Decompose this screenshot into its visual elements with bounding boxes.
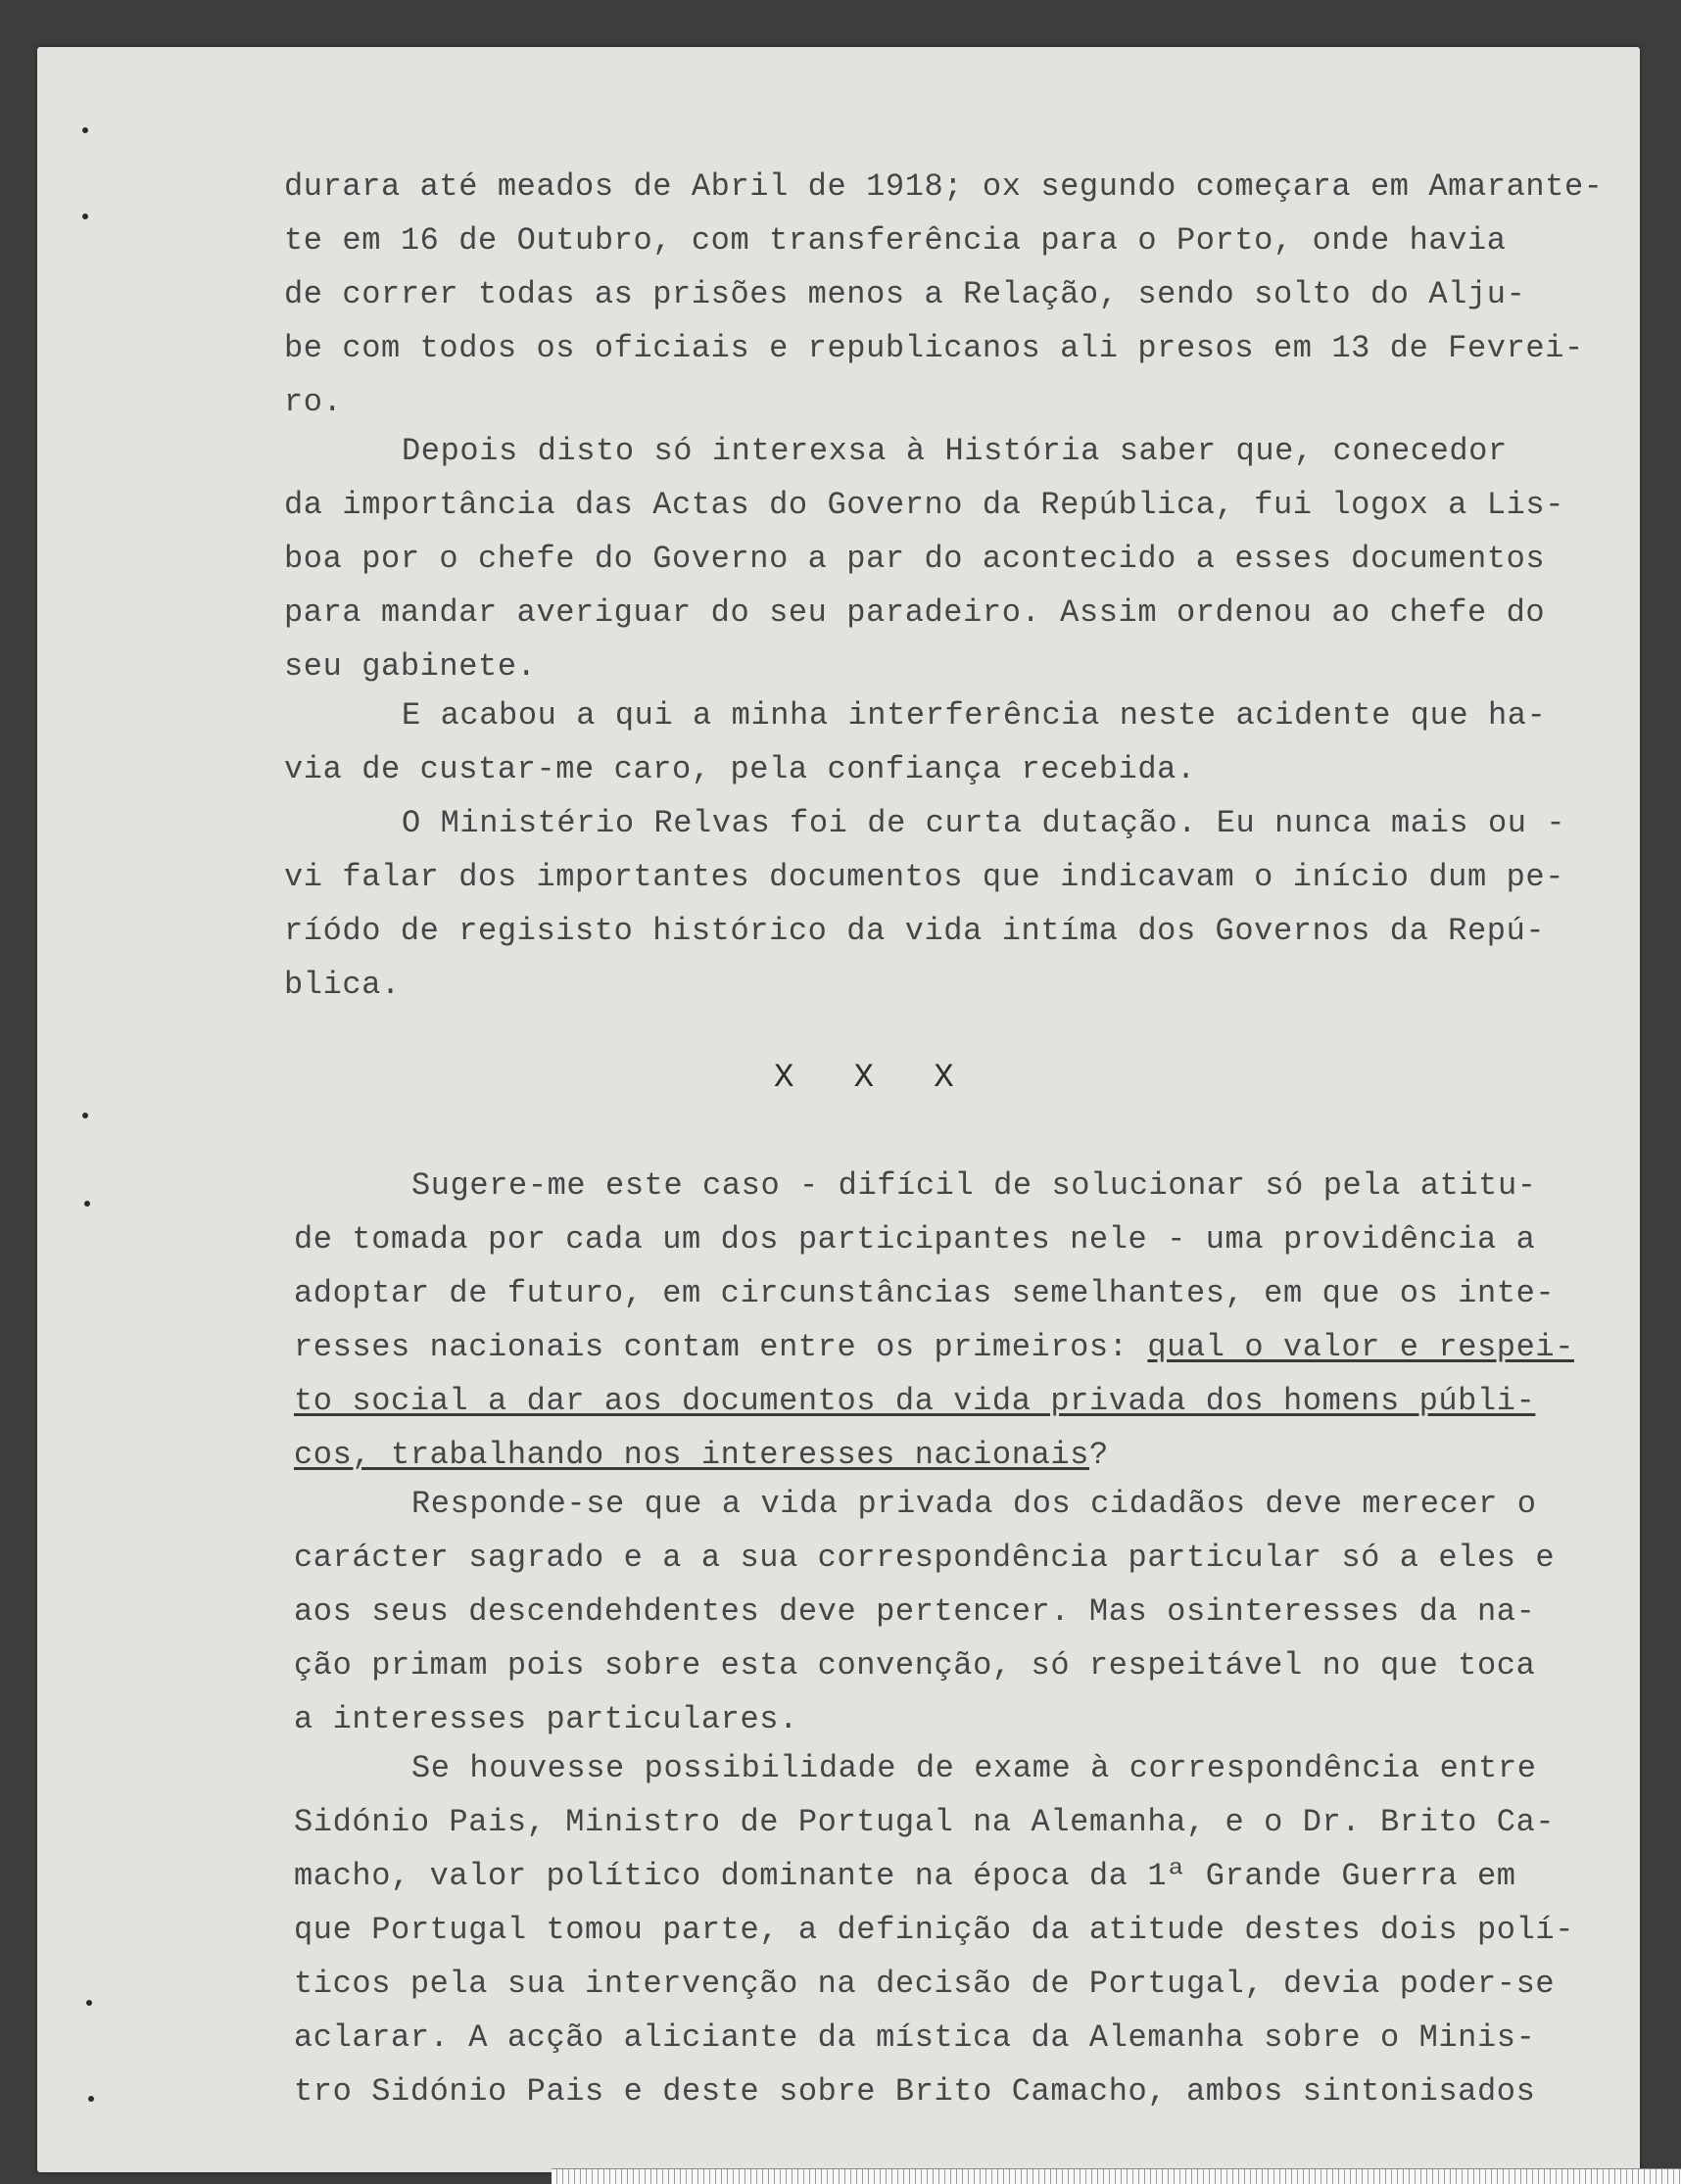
- text-line: macho, valor político dominante na época da 1ª Grande Guerra em: [294, 1858, 1516, 1894]
- text-line: Responde-se que a vida privada dos cidadãos deve merecer o: [411, 1486, 1537, 1522]
- text-line: para mandar averiguar do seu paradeiro. Assim ordenou ao chefe do: [284, 594, 1546, 631]
- text-line: vi falar dos importantes documentos que indicavam o início dum pe-: [284, 859, 1565, 895]
- underlined-text: qual o valor e respei-: [1147, 1329, 1575, 1365]
- text-line: ro.: [284, 384, 343, 420]
- punch-hole-mark: [84, 1201, 90, 1207]
- text-line: [294, 1329, 1574, 1365]
- scale-ruler: [552, 2168, 1681, 2184]
- punch-hole-mark: [82, 214, 88, 219]
- text-line: aclarar. A acção aliciante da mística da Alemanha sobre o Minis-: [294, 2019, 1536, 2056]
- punch-hole-mark: [88, 2096, 94, 2102]
- text-line: ticos pela sua intervenção na decisão de Portugal, devia poder-se: [294, 1966, 1556, 2002]
- text-line: da importância das Actas do Governo da República, fui logox a Lis-: [284, 487, 1565, 523]
- text-line: durara até meados de Abril de 1918; ox segundo começara em Amarante-: [284, 168, 1604, 205]
- text-line: [294, 1437, 1109, 1473]
- text-line: tro Sidónio Pais e deste sobre Brito Camacho, ambos sintonisados: [294, 2073, 1536, 2110]
- question-mark: ?: [1088, 1437, 1109, 1473]
- text-line: E acabou a qui a minha interferência neste acidente que ha-: [402, 697, 1547, 734]
- text-line: aos seus descendehdentes deve pertencer. Mas osinteresses da na-: [294, 1593, 1536, 1630]
- text-line: Depois disto só interexsa à História saber que, conecedor: [402, 433, 1508, 469]
- text-line: Se houvesse possibilidade de exame à correspondência entre: [411, 1750, 1537, 1786]
- text-line: blica.: [284, 967, 401, 1003]
- text-line-plain: resses nacionais contam entre os primeiros:: [294, 1329, 1148, 1365]
- text-line: boa por o chefe do Governo a par do acontecido a esses documentos: [284, 541, 1546, 577]
- text-line: O Ministério Relvas foi de curta dutação. Eu nunca mais ou -: [402, 805, 1566, 841]
- text-line: te em 16 de Outubro, com transferência para o Porto, onde havia: [284, 222, 1507, 259]
- text-line: be com todos os oficiais e republicanos ali presos em 13 de Fevrei-: [284, 330, 1584, 366]
- punch-hole-mark: [82, 1113, 88, 1118]
- text-line: adoptar de futuro, em circunstâncias semelhantes, em que os inte-: [294, 1275, 1556, 1311]
- text-line: de tomada por cada um dos participantes nele - uma providência a: [294, 1221, 1536, 1258]
- text-line: a interesses particulares.: [294, 1701, 798, 1737]
- text-line: de correr todas as prisões menos a Relação, sendo solto do Alju-: [284, 276, 1526, 312]
- text-line: Sidónio Pais, Ministro de Portugal na Alemanha, e o Dr. Brito Ca-: [294, 1804, 1556, 1840]
- section-break: X X X: [774, 1060, 954, 1097]
- text-line: ríódo de regisisto histórico da vida intíma dos Governos da Repú-: [284, 913, 1546, 949]
- punch-hole-mark: [82, 127, 88, 133]
- text-line: carácter sagrado e a a sua correspondência particular só a eles e: [294, 1540, 1556, 1576]
- text-line: que Portugal tomou parte, a definição da atitude destes dois polí-: [294, 1912, 1575, 1948]
- text-line: seu gabinete.: [284, 648, 537, 685]
- text-line: via de custar-me caro, pela confiança recebida.: [284, 751, 1196, 787]
- underlined-text: cos, trabalhando nos interesses nacionais: [294, 1437, 1089, 1473]
- punch-hole-mark: [86, 2000, 92, 2006]
- text-line: Sugere-me este caso - difícil de solucionar só pela atitu-: [411, 1167, 1537, 1204]
- underlined-text: to social a dar aos documentos da vida privada dos homens públi-: [294, 1383, 1536, 1419]
- text-line: ção primam pois sobre esta convenção, só respeitável no que toca: [294, 1647, 1536, 1684]
